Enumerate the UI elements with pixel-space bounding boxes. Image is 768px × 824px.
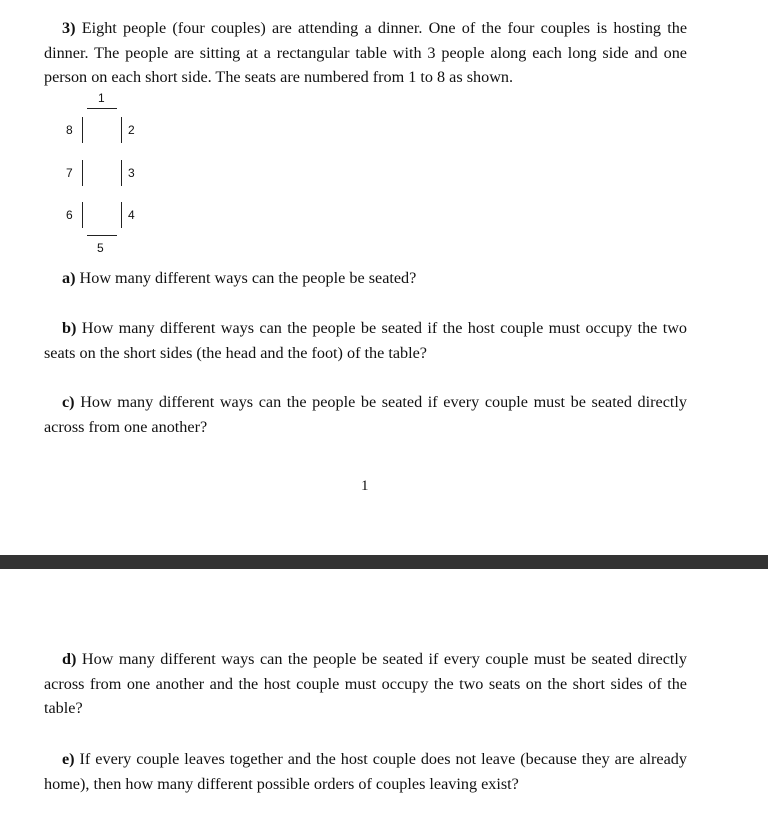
part-d-label: d) [62, 650, 77, 668]
problem-number: 3) [62, 19, 76, 37]
part-d [44, 647, 687, 721]
part-b [44, 316, 687, 365]
seat-6-edge [82, 202, 83, 228]
page-2 [0, 569, 768, 824]
seat-1-label: 1 [98, 91, 105, 105]
seat-7-edge [82, 160, 83, 186]
seat-3-label: 3 [128, 166, 135, 180]
seat-7-label: 7 [66, 166, 73, 180]
part-c-text: How many different ways can the people be seated if every couple must be seated directly across from one another? [44, 393, 687, 436]
part-d-text: How many different ways can the people be seated if every couple must be seated directly across from one another and the host couple must occupy the two seats on the short sides of the table? [44, 650, 687, 717]
seat-4-label: 4 [128, 208, 135, 222]
page-separator [0, 555, 768, 569]
part-c-label: c) [62, 393, 75, 411]
part-a-text: How many different ways can the people be seated? [79, 269, 417, 287]
page-number: 1 [361, 478, 369, 494]
part-e [44, 747, 687, 796]
seat-3-edge [121, 160, 122, 186]
seat-8-label: 8 [66, 123, 73, 137]
part-b-text: How many different ways can the people be seated if the host couple must occupy the two seats on the short sides (the head and the foot) of the table? [44, 319, 688, 362]
seat-6-label: 6 [66, 208, 73, 222]
seat-2-label: 2 [128, 123, 135, 137]
part-a [44, 266, 687, 291]
problem-intro [44, 16, 687, 90]
seat-4-edge [121, 202, 122, 228]
part-e-label: e) [62, 750, 75, 768]
seat-5-label: 5 [97, 241, 104, 255]
seat-8-edge [82, 117, 83, 143]
seat-1-edge [87, 108, 117, 109]
part-a-label: a) [62, 269, 76, 287]
problem-intro-text: Eight people (four couples) are attending a dinner. One of the four couples is hosting the dinner. The people are sitting at a rectangular table with 3 people along each long side and one person on each short side. The seats are numbered from 1 to 8 as shown. [44, 19, 688, 86]
seat-5-edge [87, 235, 117, 236]
seat-2-edge [121, 117, 122, 143]
part-c [44, 390, 687, 439]
part-e-text: If every couple leaves together and the host couple does not leave (because they are already home), then how many different possible orders of couples leaving exist? [44, 750, 687, 793]
part-b-label: b) [62, 319, 77, 337]
